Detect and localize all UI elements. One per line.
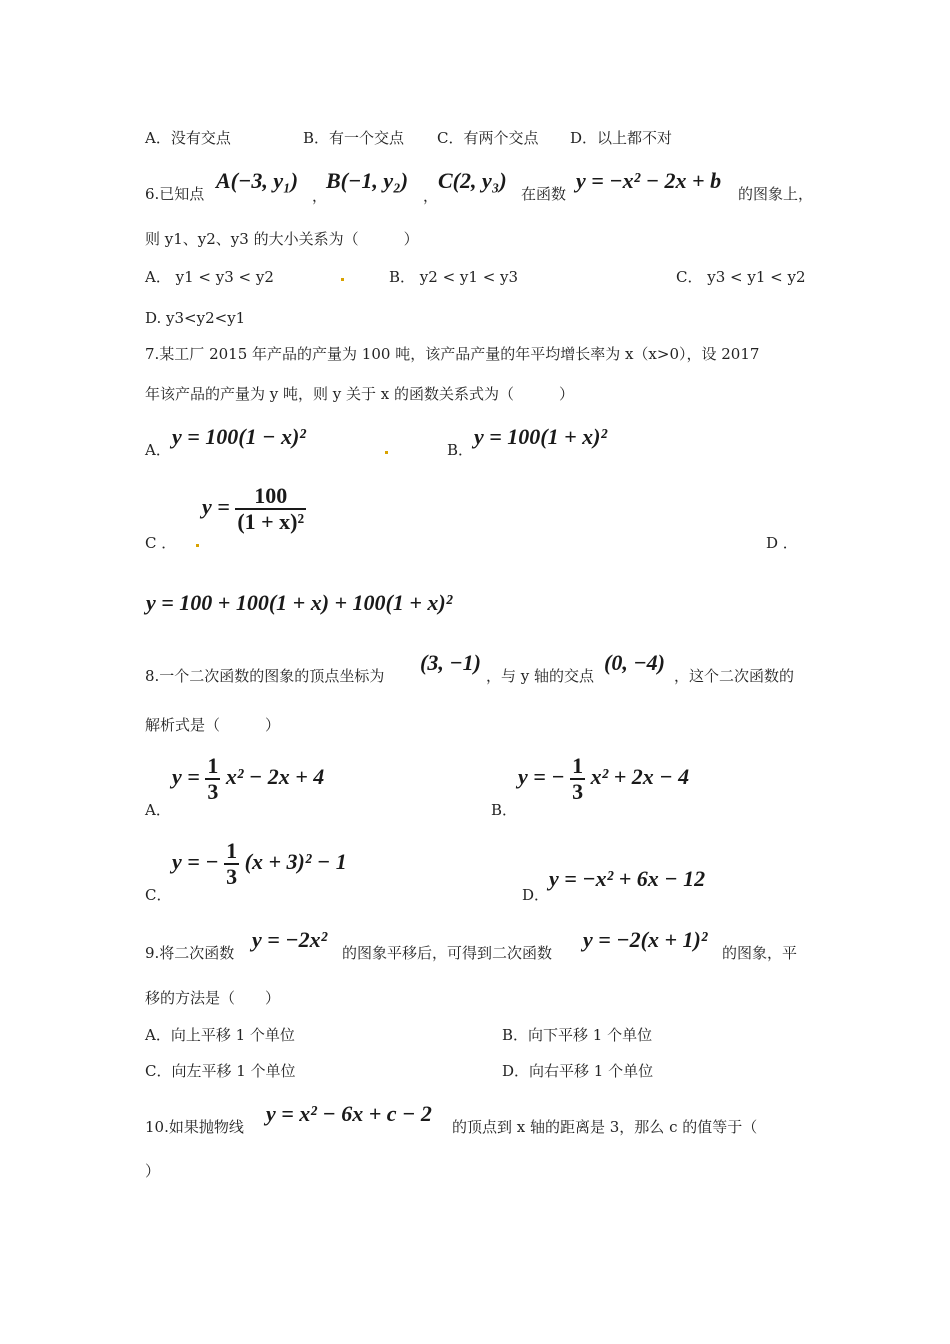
q8-option-b-label: B． [491, 801, 518, 819]
q8-option-a-denominator: 3 [207, 779, 219, 804]
q10-question-line2: ） [145, 1162, 161, 1180]
q8-text-suffix: ，这个二次函数的 [674, 667, 795, 685]
q5-option-c: C．有两个交点 [437, 129, 539, 147]
q7-option-c-lhs: y = [202, 494, 230, 520]
q9-text-prefix: 9.将二次函数 [145, 944, 235, 962]
q7-option-d: y = 100 + 100(1 + x) + 100(1 + x)² [146, 590, 453, 615]
q9-function-1: y = −2x² [252, 927, 328, 952]
q8-option-b [518, 754, 689, 804]
stray-dot [196, 544, 199, 547]
q7-option-a: y = 100(1 − x)² [172, 424, 306, 449]
q5-option-b: B．有一个交点 [303, 129, 405, 147]
q8-option-b-rest: x² + 2x − 4 [590, 764, 690, 790]
q10-text-prefix: 10.如果抛物线 [145, 1118, 244, 1136]
q9-option-c: C．向左平移 1 个单位 [145, 1062, 296, 1080]
stray-dot [385, 451, 388, 454]
q7-option-b-label: B． [447, 441, 474, 459]
q8-option-c-numerator: 1 [226, 838, 238, 863]
q8-option-a-lhs: y = [172, 764, 200, 790]
q6-comma-1: ， [312, 187, 328, 205]
q8-option-c-label: C． [145, 886, 172, 904]
q8-option-a-numerator: 1 [207, 753, 219, 778]
q9-option-a: A．向上平移 1 个单位 [145, 1026, 295, 1044]
q8-option-c-denominator: 3 [226, 864, 238, 889]
q8-option-c-rest: (x + 3)² − 1 [244, 849, 347, 875]
q8-option-b-denominator: 3 [572, 779, 584, 804]
q7-option-a-label: A． [145, 441, 171, 459]
q6-point-b: B(−1, y₂) [326, 168, 409, 193]
q6-point-c: C(2, y₃) [438, 168, 507, 193]
q8-option-a-rest: x² − 2x + 4 [225, 764, 325, 790]
q6-point-a: A(−3, y₁) [216, 168, 299, 193]
q7-option-c-label: C ． [145, 534, 177, 552]
q7-option-c-fraction [235, 484, 306, 534]
q6-option-d: D. y3<y2<y1 [145, 309, 246, 327]
q9-option-b: B．向下平移 1 个单位 [502, 1026, 653, 1044]
q8-option-c-lhs: y = − [172, 849, 219, 875]
q7-option-c [202, 484, 306, 534]
q8-option-b-fraction [570, 754, 585, 804]
q6-text-suffix: 的图象上， [738, 185, 814, 203]
q7-question-line2: 年该产品的产量为 y 吨，则 y 关于 x 的函数关系式为（ ） [145, 385, 575, 403]
q8-option-b-numerator: 1 [572, 753, 584, 778]
q10-text-suffix: 的顶点到 x 轴的距离是 3，那么 c 的值等于（ [452, 1118, 758, 1136]
q5-option-d: D．以上都不对 [570, 129, 673, 147]
q7-question-line1: 7.某工厂 2015 年产品的产量为 100 吨，该产品产量的年平均增长率为 x（x>0），设 2017 [145, 345, 760, 363]
q8-option-b-lhs: y = − [518, 764, 565, 790]
q6-comma-2: ， [423, 187, 439, 205]
q8-text-prefix: 8.一个二次函数的图象的顶点坐标为 [145, 667, 385, 685]
q10-function: y = x² − 6x + c − 2 [266, 1101, 432, 1126]
q7-option-c-numerator: 100 [235, 484, 306, 510]
q8-option-a [172, 754, 324, 804]
q9-text-mid: 的图象平移后，可得到二次函数 [342, 944, 553, 962]
q6-text-mid: 在函数 [521, 185, 567, 203]
q6-option-a: A． y1 < y3 < y2 [145, 268, 274, 286]
q9-option-d: D．向右平移 1 个单位 [502, 1062, 654, 1080]
q6-option-b: B． y2 < y1 < y3 [389, 268, 519, 286]
q7-option-b: y = 100(1 + x)² [474, 424, 608, 449]
q9-text-suffix: 的图象，平 [722, 944, 798, 962]
q6-option-c: C． y3 < y1 < y2 [676, 268, 806, 286]
q8-question-line2: 解析式是（ ） [145, 716, 281, 734]
q6-text-prefix: 6.已知点 [145, 185, 205, 203]
q5-option-a: A．没有交点 [145, 129, 231, 147]
q6-question-line2: 则 y1、y2、y3 的大小关系为（ ） [145, 230, 419, 248]
q8-text-mid: ，与 y 轴的交点 [486, 667, 595, 685]
q7-option-c-denominator: (1 + x)² [237, 509, 305, 534]
q8-option-d: y = −x² + 6x − 12 [549, 866, 706, 891]
q7-option-d-label: D ． [766, 534, 798, 552]
q8-option-a-fraction [205, 754, 220, 804]
q9-function-2: y = −2(x + 1)² [583, 927, 708, 952]
q6-function: y = −x² − 2x + b [576, 168, 722, 193]
q8-option-a-label: A． [145, 801, 171, 819]
q8-option-c-fraction [224, 839, 239, 889]
q8-option-d-label: D． [522, 886, 550, 904]
stray-dot [341, 278, 344, 281]
q8-intercept: (0, −4) [604, 650, 665, 675]
q9-question-line2: 移的方法是（ ） [145, 989, 281, 1007]
q8-vertex: (3, −1) [420, 650, 481, 675]
q8-option-c [172, 839, 347, 889]
